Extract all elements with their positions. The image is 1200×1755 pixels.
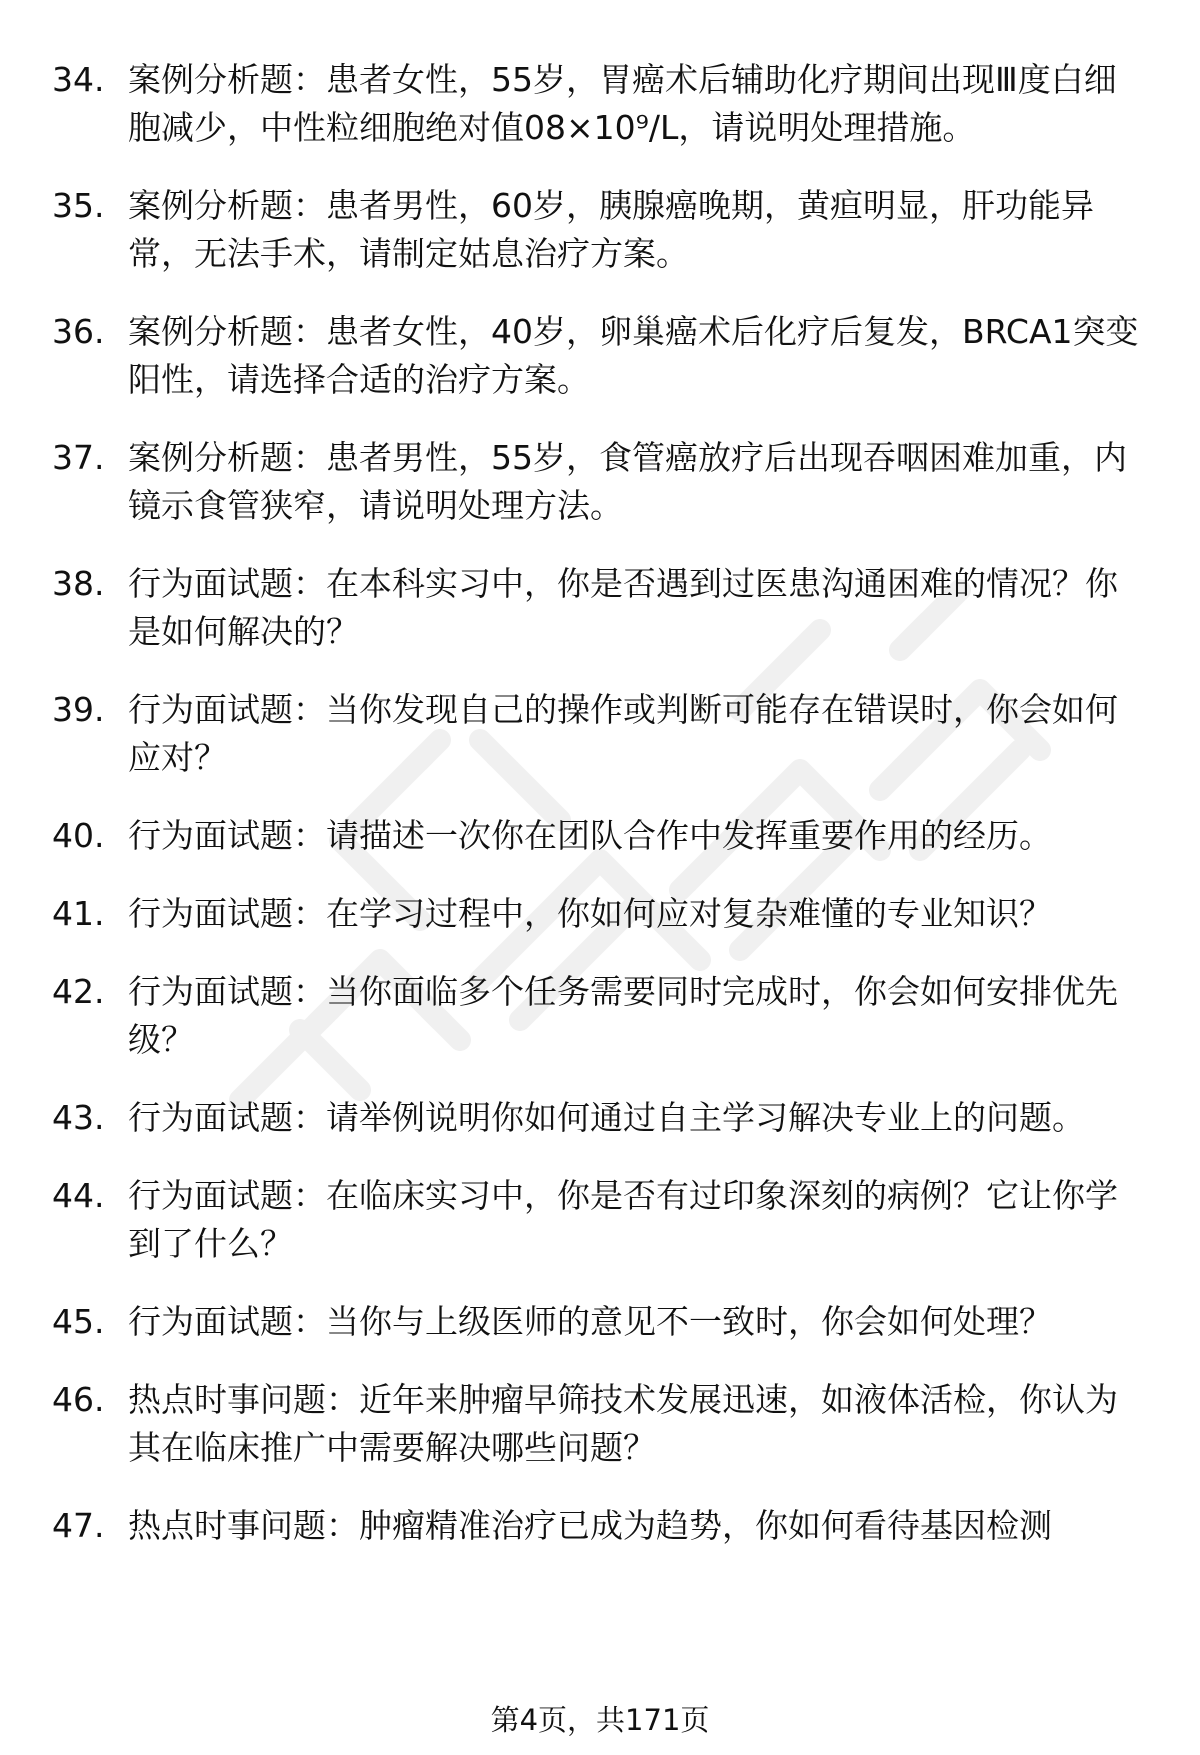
question-number: 46. (52, 1380, 105, 1419)
question-number: 37. (52, 438, 105, 477)
list-item (0, 968, 1200, 1064)
list-item (0, 686, 1200, 782)
question-text: 行为面试题：当你与上级医师的意见不一致时，你会如何处理？ (128, 1302, 1052, 1341)
question-number: 40. (52, 816, 105, 855)
list-item (0, 182, 1200, 278)
question-number: 41. (52, 894, 105, 933)
list-item (0, 308, 1200, 404)
question-number: 35. (52, 186, 105, 225)
question-text: 案例分析题：患者男性，55岁，食管癌放疗后出现吞咽困难加重，内镜示食管狭窄，请说明处理方法。 (128, 438, 1127, 525)
question-number: 44. (52, 1176, 105, 1215)
question-text: 行为面试题：当你发现自己的操作或判断可能存在错误时，你会如何应对？ (128, 690, 1118, 777)
list-item (0, 890, 1200, 938)
question-number: 39. (52, 690, 105, 729)
question-number: 36. (52, 312, 105, 351)
question-number: 38. (52, 564, 105, 603)
question-text: 行为面试题：在本科实习中，你是否遇到过医患沟通困难的情况？你是如何解决的？ (128, 564, 1118, 651)
question-number: 43. (52, 1098, 105, 1137)
list-item (0, 1502, 1200, 1550)
question-text: 热点时事问题：近年来肿瘤早筛技术发展迅速，如液体活检，你认为其在临床推广中需要解决哪些问题？ (128, 1380, 1118, 1467)
question-text: 行为面试题：在学习过程中，你如何应对复杂难懂的专业知识？ (128, 894, 1052, 933)
list-item (0, 1298, 1200, 1346)
question-number: 42. (52, 972, 105, 1011)
question-text: 行为面试题：在临床实习中，你是否有过印象深刻的病例？它让你学到了什么？ (128, 1176, 1118, 1263)
question-text: 热点时事问题：肿瘤精准治疗已成为趋势，你如何看待基因检测 (128, 1506, 1052, 1545)
question-text: 行为面试题：当你面临多个任务需要同时完成时，你会如何安排优先级？ (128, 972, 1118, 1059)
question-text: 案例分析题：患者女性，55岁，胃癌术后辅助化疗期间出现Ⅲ度白细胞减少，中性粒细胞绝对值08×10⁹/L，请说明处理措施。 (128, 60, 1117, 147)
question-text: 案例分析题：患者男性，60岁，胰腺癌晚期，黄疸明显，肝功能异常，无法手术，请制定姑息治疗方案。 (128, 186, 1094, 273)
question-number: 34. (52, 60, 105, 99)
question-text: 行为面试题：请举例说明你如何通过自主学习解决专业上的问题。 (128, 1098, 1085, 1137)
question-number: 47. (52, 1506, 105, 1545)
question-text: 案例分析题：患者女性，40岁，卵巢癌术后化疗后复发，BRCA1突变阳性，请选择合适的治疗方案。 (128, 312, 1139, 399)
page-number: 第4页，共171页 (490, 1703, 710, 1737)
page-footer (0, 1700, 1200, 1740)
list-item (0, 812, 1200, 860)
question-text: 行为面试题：请描述一次你在团队合作中发挥重要作用的经历。 (128, 816, 1052, 855)
list-item (0, 56, 1200, 152)
list-item (0, 560, 1200, 656)
list-item (0, 1172, 1200, 1268)
question-number: 45. (52, 1302, 105, 1341)
list-item (0, 1094, 1200, 1142)
list-item (0, 434, 1200, 530)
list-item (0, 1376, 1200, 1472)
question-list (0, 56, 1200, 1580)
